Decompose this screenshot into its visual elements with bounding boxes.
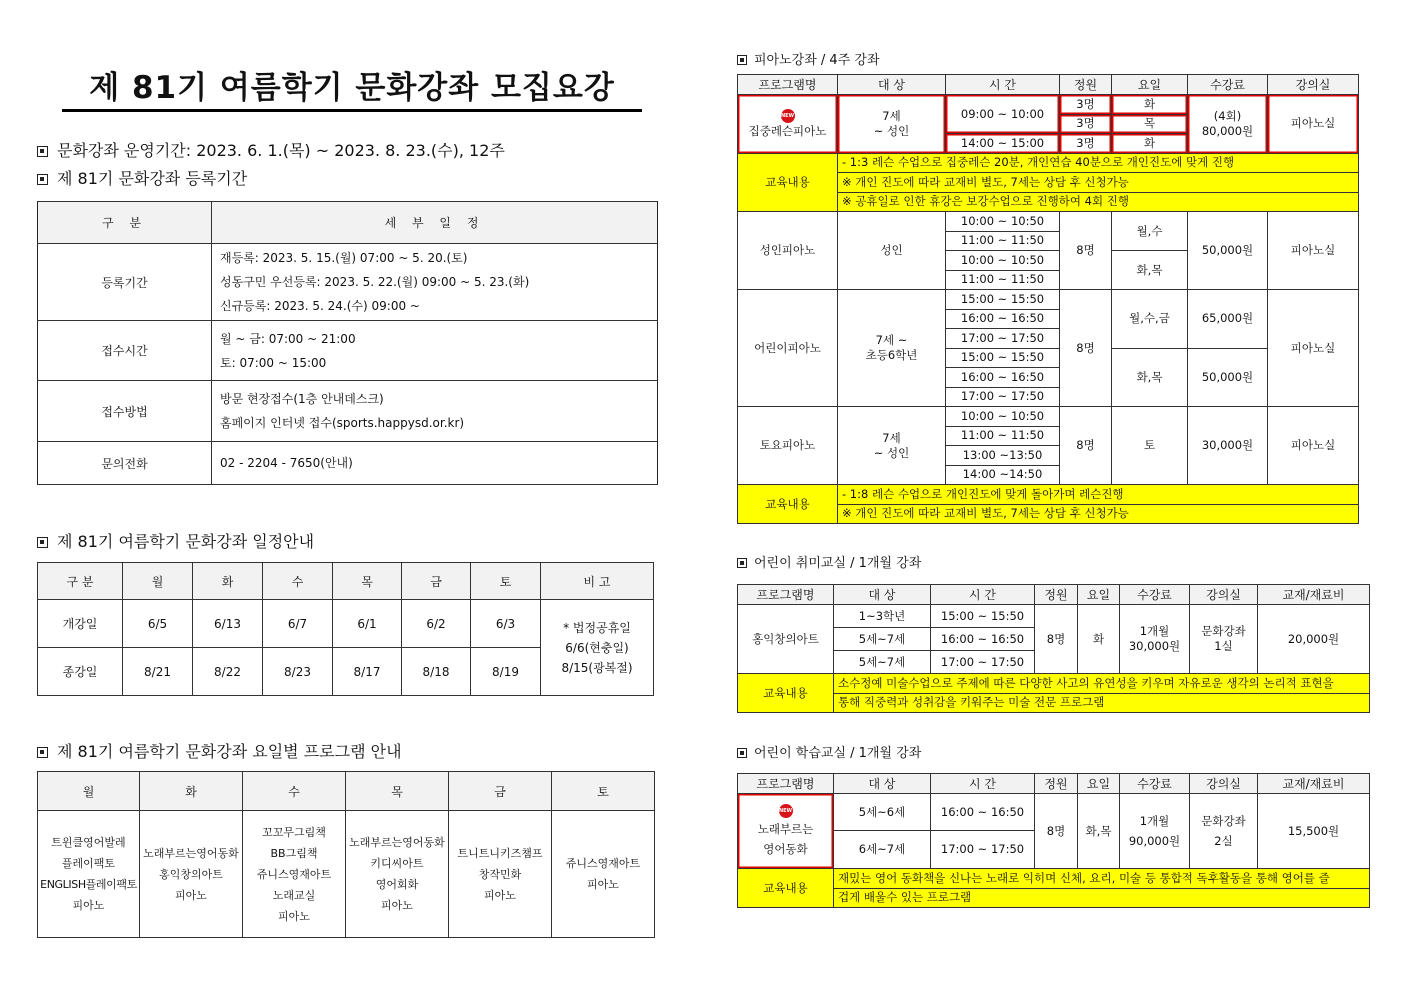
program-list-monday: 트윈클영어발레 플레이팩토 ENGLISH플레이팩토 피아노 <box>38 811 140 938</box>
date-cell: 6/2 <box>402 600 471 648</box>
program-name: 토요피아노 <box>738 407 838 485</box>
capacity-cell: 3명 <box>1060 114 1112 134</box>
column-header: 월 <box>38 772 140 811</box>
row-detail: 방문 현장접수(1층 안내데스크) 홈페이지 인터넷 접수(sports.happysd.or.kr) <box>212 381 658 442</box>
time-cell: 15:00 ~ 15:50 <box>946 290 1060 310</box>
column-header: 프로그램명 <box>738 585 834 605</box>
time-cell: 17:00 ~ 17:50 <box>946 387 1060 407</box>
column-header: 프로그램명 <box>738 75 838 95</box>
column-header: 수 <box>263 563 333 600</box>
table-row <box>738 95 1359 115</box>
table-row <box>738 290 1359 310</box>
table-row <box>738 674 1370 694</box>
date-cell: 8/23 <box>263 648 333 696</box>
day-cell: 화,목 <box>1112 348 1188 407</box>
square-bullet-icon <box>737 558 747 568</box>
square-bullet-icon <box>37 747 48 758</box>
hobby-table <box>737 584 1370 713</box>
table-row <box>38 811 655 938</box>
weekly-program-table <box>37 771 655 938</box>
edu-label: 교육내용 <box>738 153 838 212</box>
target-cell: 7세 ~ 성인 <box>838 95 946 154</box>
column-header: 정원 <box>1035 774 1078 794</box>
time-cell: 15:00 ~ 15:50 <box>946 348 1060 368</box>
page-title: 제 81기 여름학기 문화강좌 모집요강 <box>62 62 642 112</box>
table-row <box>738 869 1370 889</box>
row-detail: 재등록: 2023. 5. 15.(월) 07:00 ~ 5. 20.(토) 성동구민 우선등록: 2023. 5. 22.(월) 09:00 ~ 5. 23.(화) 신규등록: 2023. 5. 24.(수) 09:00 ~ <box>212 244 658 321</box>
room-cell: 피아노실 <box>1268 407 1359 485</box>
schedule-heading: 제 81기 여름학기 문화강좌 일정안내 <box>37 529 314 552</box>
fee-cell: 50,000원 <box>1188 212 1268 290</box>
program-list-wednesday: 꼬꼬무그림책 BB그림책 쥬니스영재아트 노래교실 피아노 <box>243 811 346 938</box>
capacity-cell: 3명 <box>1060 95 1112 115</box>
time-cell: 10:00 ~ 10:50 <box>946 212 1060 232</box>
row-label: 접수방법 <box>38 381 212 442</box>
day-cell: 월,수,금 <box>1112 290 1188 349</box>
table-row <box>38 600 654 648</box>
program-list-saturday: 쥬니스영재아트 피아노 <box>552 811 655 938</box>
day-cell: 화,목 <box>1112 251 1188 290</box>
edu-content: 재밌는 영어 동화책을 신나는 노래로 익히며 신체, 요리, 미술 등 통합적 독후활동을 통해 영어를 즐 <box>834 869 1370 889</box>
column-header: 금 <box>402 563 471 600</box>
piano-heading: 피아노강좌 / 4주 강좌 <box>737 49 880 68</box>
target-cell: 1~3학년 <box>834 605 931 628</box>
column-header: 대 상 <box>834 774 931 794</box>
square-bullet-icon <box>37 537 48 548</box>
date-cell: 6/3 <box>471 600 541 648</box>
column-header: 목 <box>346 772 449 811</box>
time-cell: 11:00 ~ 11:50 <box>946 231 1060 251</box>
column-header: 정원 <box>1035 585 1078 605</box>
square-bullet-icon <box>37 174 48 185</box>
time-cell: 14:00 ~ 15:00 <box>946 134 1060 154</box>
time-cell: 13:00 ~13:50 <box>946 446 1060 466</box>
square-bullet-icon <box>37 146 48 157</box>
column-header: 정원 <box>1060 75 1112 95</box>
program-name: 홍익창의아트 <box>738 605 834 674</box>
operating-period: 문화강좌 운영기간: 2023. 6. 1.(목) ~ 2023. 8. 23.(수), 12주 <box>37 138 505 161</box>
column-header: 시 간 <box>946 75 1060 95</box>
time-cell: 15:00 ~ 15:50 <box>931 605 1035 628</box>
edu-content: - 1:3 레슨 수업으로 집중레슨 20분, 개인연습 40분으로 개인진도에 맞게 진행 <box>838 153 1359 173</box>
material-fee-cell: 15,500원 <box>1258 794 1370 869</box>
row-detail: 02 - 2204 - 7650(안내) <box>212 442 658 485</box>
column-header: 교재/재료비 <box>1258 774 1370 794</box>
target-cell: 7세 ~ 초등6학년 <box>838 290 946 407</box>
material-fee-cell: 20,000원 <box>1258 605 1370 674</box>
room-cell: 문화강좌 2실 <box>1190 794 1258 869</box>
column-header: 월 <box>123 563 193 600</box>
row-label: 개강일 <box>38 600 123 648</box>
edu-content: 겁게 배울수 있는 프로그램 <box>834 888 1370 908</box>
weekly-heading: 제 81기 여름학기 문화강좌 요일별 프로그램 안내 <box>37 739 402 762</box>
column-header: 대 상 <box>838 75 946 95</box>
piano-table <box>737 74 1359 524</box>
day-cell: 화 <box>1078 605 1120 674</box>
table-row <box>38 442 658 485</box>
column-header: 교재/재료비 <box>1258 585 1370 605</box>
table-row <box>738 407 1359 427</box>
time-cell: 16:00 ~ 16:50 <box>946 309 1060 329</box>
column-header: 요일 <box>1112 75 1188 95</box>
day-cell: 토 <box>1112 407 1188 485</box>
room-cell: 피아노실 <box>1268 95 1359 154</box>
room-cell: 피아노실 <box>1268 290 1359 407</box>
schedule-table <box>37 562 654 696</box>
row-label: 문의전화 <box>38 442 212 485</box>
time-cell: 16:00 ~ 16:50 <box>931 794 1035 831</box>
row-detail: 월 ~ 금: 07:00 ~ 21:00 토: 07:00 ~ 15:00 <box>212 321 658 381</box>
target-cell: 5세~7세 <box>834 651 931 674</box>
time-cell: 10:00 ~ 10:50 <box>946 407 1060 427</box>
fee-cell: (4회) 80,000원 <box>1188 95 1268 154</box>
edu-content: 통해 직중력과 성취감을 키워주는 미술 전문 프로그램 <box>834 693 1370 713</box>
time-cell: 16:00 ~ 16:50 <box>931 628 1035 651</box>
table-row <box>738 794 1370 831</box>
hobby-heading: 어린이 취미교실 / 1개월 강좌 <box>737 552 921 571</box>
program-name: NEW 집중레슨피아노 <box>738 95 838 154</box>
column-header: 구 분 <box>38 202 212 244</box>
square-bullet-icon <box>737 748 747 758</box>
column-header: 강의실 <box>1268 75 1359 95</box>
target-cell: 7세 ~ 성인 <box>838 407 946 485</box>
day-cell: 화 <box>1112 95 1188 115</box>
column-header: 수강료 <box>1188 75 1268 95</box>
column-header: 강의실 <box>1190 774 1258 794</box>
program-name: 어린이피아노 <box>738 290 838 407</box>
time-cell: 11:00 ~ 11:50 <box>946 270 1060 290</box>
date-cell: 6/13 <box>193 600 263 648</box>
date-cell: 8/19 <box>471 648 541 696</box>
capacity-cell: 8명 <box>1060 407 1112 485</box>
fee-cell: 1개월 30,000원 <box>1120 605 1190 674</box>
day-cell: 목 <box>1112 114 1188 134</box>
date-cell: 8/22 <box>193 648 263 696</box>
capacity-cell: 8명 <box>1060 290 1112 407</box>
time-cell: 17:00 ~ 17:50 <box>946 329 1060 349</box>
column-header: 요일 <box>1078 585 1120 605</box>
edu-content: 소수정예 미술수업으로 주제에 따른 다양한 사고의 유연성을 키우며 자유로운 생각의 논리적 표현을 <box>834 674 1370 694</box>
column-header: 대 상 <box>834 585 931 605</box>
day-cell: 화 <box>1112 134 1188 154</box>
column-header: 시 간 <box>931 585 1035 605</box>
target-cell: 5세~7세 <box>834 628 931 651</box>
row-label: 종강일 <box>38 648 123 696</box>
room-cell: 피아노실 <box>1268 212 1359 290</box>
column-header: 세 부 일 정 <box>212 202 658 244</box>
edu-label: 교육내용 <box>738 674 834 713</box>
column-header: 강의실 <box>1190 585 1258 605</box>
fee-cell: 30,000원 <box>1188 407 1268 485</box>
time-cell: 14:00 ~14:50 <box>946 465 1060 485</box>
row-label: 등록기간 <box>38 244 212 321</box>
target-cell: 5세~6세 <box>834 794 931 831</box>
date-cell: 6/7 <box>263 600 333 648</box>
column-header: 금 <box>449 772 552 811</box>
study-table <box>737 773 1370 908</box>
program-list-tuesday: 노래부르는영어동화 홍익창의아트 피아노 <box>140 811 243 938</box>
column-header: 수강료 <box>1120 774 1190 794</box>
date-cell: 8/17 <box>333 648 402 696</box>
fee-cell: 50,000원 <box>1188 348 1268 407</box>
program-name: NEW 노래부르는 영어동화 <box>738 794 834 869</box>
table-row <box>738 212 1359 232</box>
column-header: 토 <box>552 772 655 811</box>
edu-content: ※ 개인 진도에 따라 교재비 별도, 7세는 상담 후 신청가능 <box>838 504 1359 524</box>
table-row <box>38 381 658 442</box>
time-cell: 16:00 ~ 16:50 <box>946 368 1060 388</box>
column-header: 수 <box>243 772 346 811</box>
room-cell: 문화강좌 1실 <box>1190 605 1258 674</box>
date-cell: 8/21 <box>123 648 193 696</box>
date-cell: 6/1 <box>333 600 402 648</box>
capacity-cell: 8명 <box>1060 212 1112 290</box>
edu-content: ※ 개인 진도에 따라 교재비 별도, 7세는 상담 후 신청가능 <box>838 173 1359 193</box>
time-cell: 09:00 ~ 10:00 <box>946 95 1060 134</box>
program-name: 성인피아노 <box>738 212 838 290</box>
holiday-note: * 법정공휴일 6/6(현충일) 8/15(광복절) <box>541 600 654 696</box>
table-row <box>38 244 658 321</box>
column-header: 시 간 <box>931 774 1035 794</box>
capacity-cell: 8명 <box>1035 605 1078 674</box>
edu-content: - 1:8 레슨 수업으로 개인진도에 맞게 돌아가며 레슨진행 <box>838 485 1359 505</box>
registration-heading: 제 81기 문화강좌 등록기간 <box>37 166 247 189</box>
table-row <box>38 321 658 381</box>
table-row <box>738 485 1359 505</box>
time-cell: 17:00 ~ 17:50 <box>931 651 1035 674</box>
column-header: 토 <box>471 563 541 600</box>
date-cell: 6/5 <box>123 600 193 648</box>
target-cell: 6세~7세 <box>834 831 931 869</box>
table-row <box>738 153 1359 173</box>
row-label: 접수시간 <box>38 321 212 381</box>
time-cell: 11:00 ~ 11:50 <box>946 426 1060 446</box>
registration-table <box>37 201 658 485</box>
edu-content: ※ 공휴일로 인한 휴강은 보강수업으로 진행하여 4회 진행 <box>838 192 1359 212</box>
column-header: 화 <box>140 772 243 811</box>
column-header: 프로그램명 <box>738 774 834 794</box>
column-header: 수강료 <box>1120 585 1190 605</box>
program-list-thursday: 노래부르는영어동화 키디씨아트 영어회화 피아노 <box>346 811 449 938</box>
column-header: 화 <box>193 563 263 600</box>
column-header: 목 <box>333 563 402 600</box>
day-cell: 월,수 <box>1112 212 1188 251</box>
study-heading: 어린이 학습교실 / 1개월 강좌 <box>737 742 921 761</box>
time-cell: 10:00 ~ 10:50 <box>946 251 1060 271</box>
capacity-cell: 8명 <box>1035 794 1078 869</box>
fee-cell: 65,000원 <box>1188 290 1268 349</box>
new-badge-icon: NEW <box>781 109 795 123</box>
column-header: 비 고 <box>541 563 654 600</box>
column-header: 요일 <box>1078 774 1120 794</box>
table-row <box>738 605 1370 628</box>
capacity-cell: 3명 <box>1060 134 1112 154</box>
edu-label: 교육내용 <box>738 485 838 524</box>
time-cell: 17:00 ~ 17:50 <box>931 831 1035 869</box>
date-cell: 8/18 <box>402 648 471 696</box>
new-badge-icon: NEW <box>779 804 793 818</box>
program-list-friday: 트니트니키즈챔프 창작민화 피아노 <box>449 811 552 938</box>
day-cell: 화,목 <box>1078 794 1120 869</box>
column-header: 구 분 <box>38 563 123 600</box>
target-cell: 성인 <box>838 212 946 290</box>
edu-label: 교육내용 <box>738 869 834 908</box>
square-bullet-icon <box>737 55 747 65</box>
fee-cell: 1개월 90,000원 <box>1120 794 1190 869</box>
